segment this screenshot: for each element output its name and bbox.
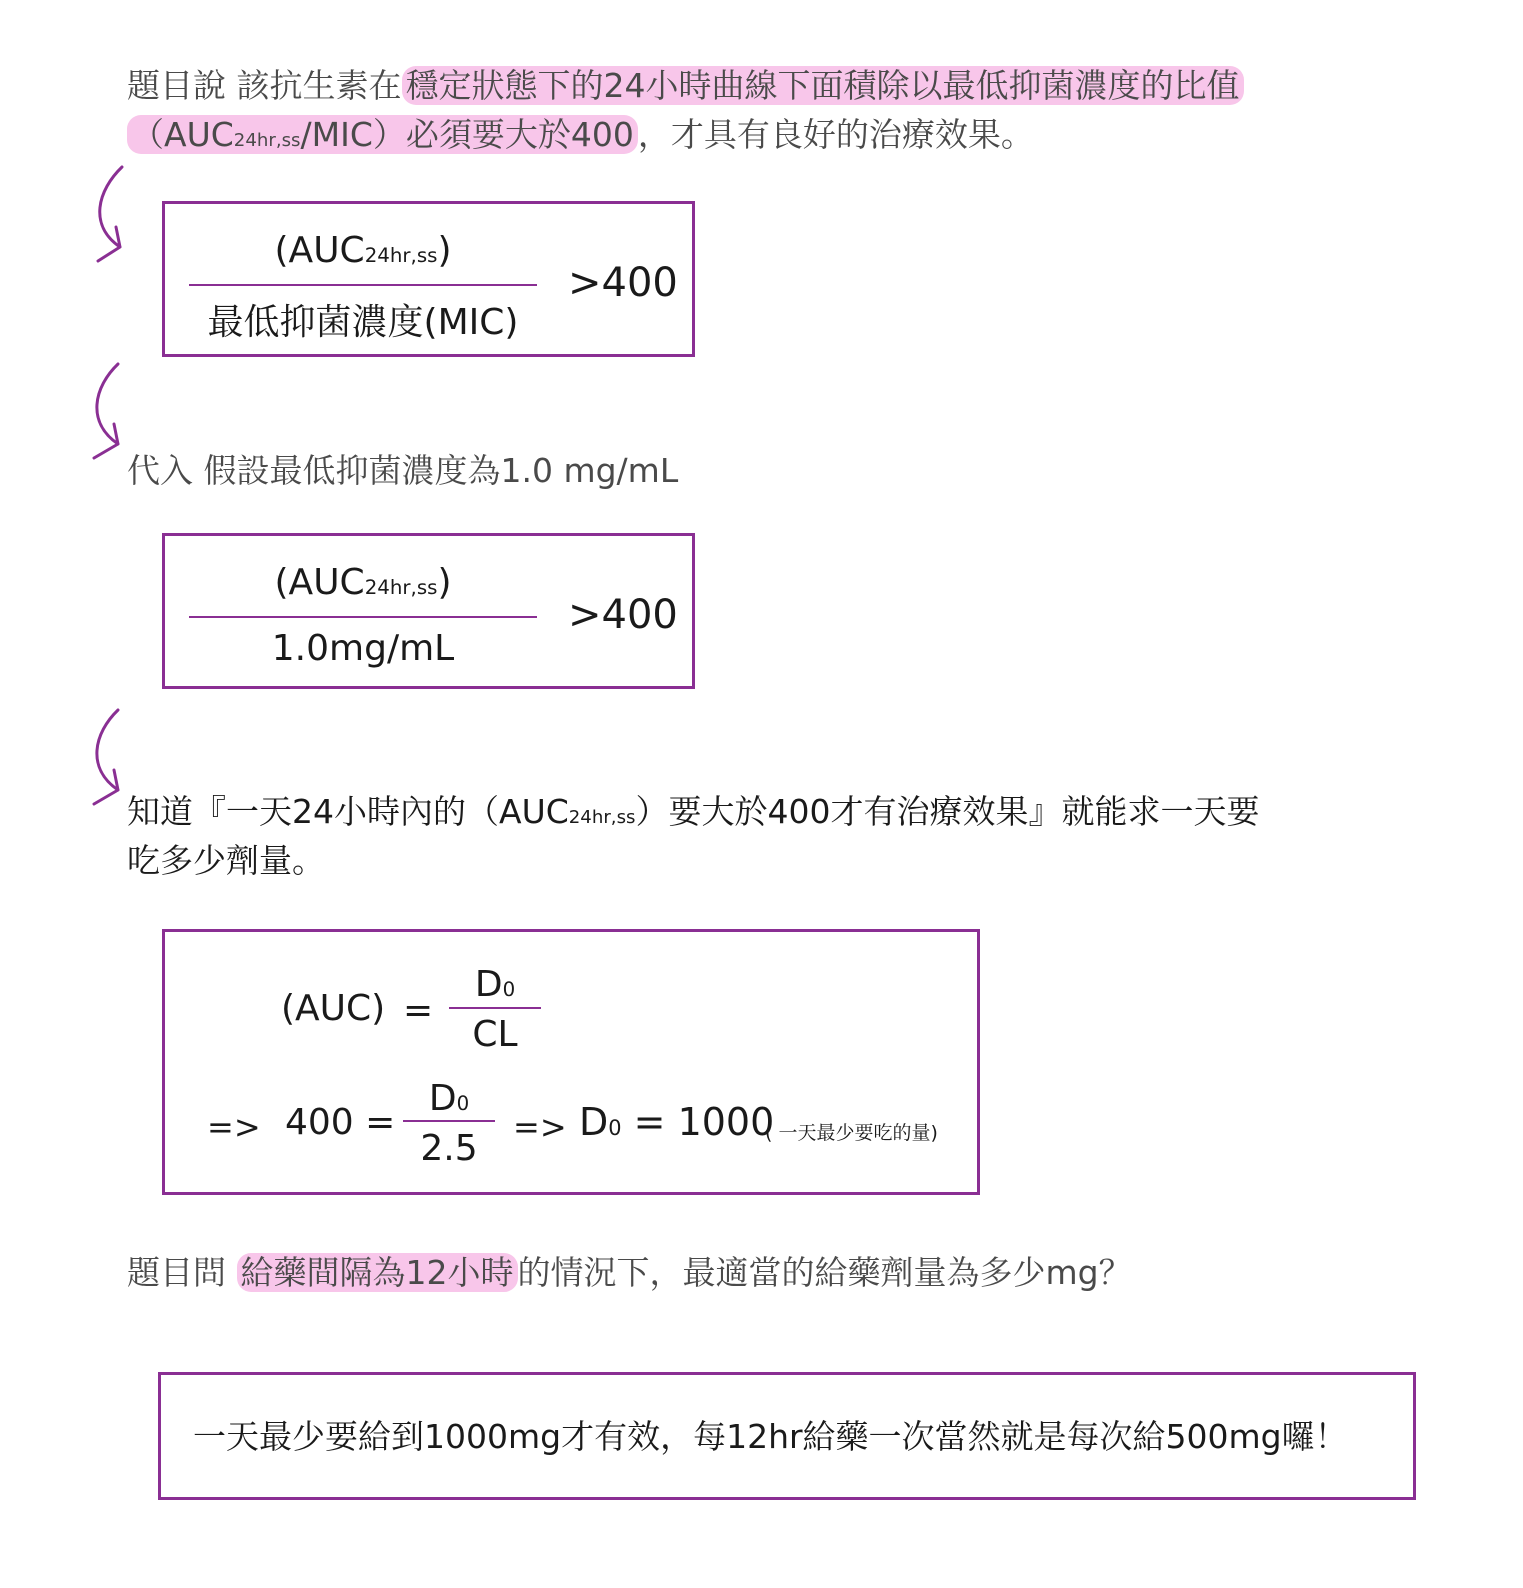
box1-num-open: (AUC (274, 230, 365, 271)
step3-line-1 (127, 787, 1259, 843)
answer-box (158, 1372, 1416, 1500)
intro-sub: 24hr,ss (233, 130, 301, 151)
box3-res-sub: 0 (608, 1116, 622, 1140)
intro-text: 題目說 該抗生素在 (127, 66, 402, 105)
box2-denominator: 1.0mg/mL (271, 628, 455, 669)
box3-fraction-line-2 (403, 1120, 495, 1122)
box2-numerator (189, 562, 537, 603)
box2-comparison: >400 (568, 592, 678, 638)
intro-highlight-2 (127, 115, 638, 154)
question-highlight: 給藥間隔為12小時 (237, 1253, 518, 1292)
intro-line-2 (127, 110, 1034, 166)
step2-text: 代入 假設最低抑菌濃度為1.0 mg/mL (127, 451, 679, 490)
step3-text-b: ）要大於400才有治療效果』就能求一天要 (635, 792, 1260, 831)
box3-arrow-2: => (513, 1108, 567, 1146)
curved-arrow-icon (90, 165, 135, 265)
question-text-a: 題目問 (127, 1253, 237, 1292)
box1-denominator: 最低抑菌濃度(MIC) (207, 302, 519, 343)
intro-hl-text: （AUC (131, 115, 234, 154)
box1-num-sub: 24hr,ss (364, 244, 438, 267)
intro-highlight: 穩定狀態下的24小時曲線下面積除以最低抑菌濃度的比值 (402, 66, 1244, 105)
box1-num-close: ) (437, 230, 452, 271)
intro-hl-text-2: /MIC）必須要大於400 (300, 115, 634, 154)
answer-text: 一天最少要給到1000mg才有效，每12hr給藥一次當然就是每次給500mg囉！ (193, 1417, 1348, 1456)
box3-num1-sub: 0 (502, 978, 516, 1001)
box1-numerator (189, 230, 537, 271)
formula-box-2 (162, 533, 695, 689)
box3-note: ( 一天最少要吃的量) (765, 1122, 938, 1144)
box3-num1 (449, 964, 541, 1005)
question-line (127, 1248, 1132, 1298)
intro-line-1 (127, 61, 1244, 111)
box2-num-sub: 24hr,ss (364, 576, 438, 599)
box2-num-open: (AUC (274, 562, 365, 603)
box3-res-d: D (579, 1100, 609, 1144)
box3-value: 400 = (285, 1102, 396, 1143)
question-text-b: 的情況下，最適當的給藥劑量為多少mg？ (517, 1253, 1132, 1292)
box3-result (579, 1100, 774, 1144)
box3-den2: 2.5 (420, 1128, 478, 1169)
step3-sub: 24hr,ss (568, 807, 636, 828)
formula-box-1 (162, 201, 695, 357)
box2-fraction-line (189, 616, 537, 618)
box2-num-close: ) (437, 562, 452, 603)
box3-den1: CL (472, 1014, 518, 1055)
box3-num2 (403, 1078, 495, 1119)
box3-auc: (AUC) (281, 988, 386, 1029)
box3-res-eq: = 1000 (633, 1100, 775, 1144)
step3-line-2: 吃多少劑量。 (127, 841, 325, 880)
box3-num1-d: D (474, 964, 503, 1005)
step3-text-a: 知道『一天24小時內的（AUC (127, 792, 569, 831)
box1-fraction-line (189, 284, 537, 286)
formula-box-3 (162, 929, 980, 1195)
box3-num2-d: D (428, 1078, 457, 1119)
box3-num2-sub: 0 (456, 1092, 470, 1115)
box1-comparison: >400 (568, 260, 678, 306)
box3-fraction-line-1 (449, 1007, 541, 1009)
intro-rest: ，才具有良好的治療效果。 (637, 115, 1034, 154)
box3-equals: = (403, 990, 434, 1031)
box3-arrow-1: => (207, 1108, 261, 1146)
